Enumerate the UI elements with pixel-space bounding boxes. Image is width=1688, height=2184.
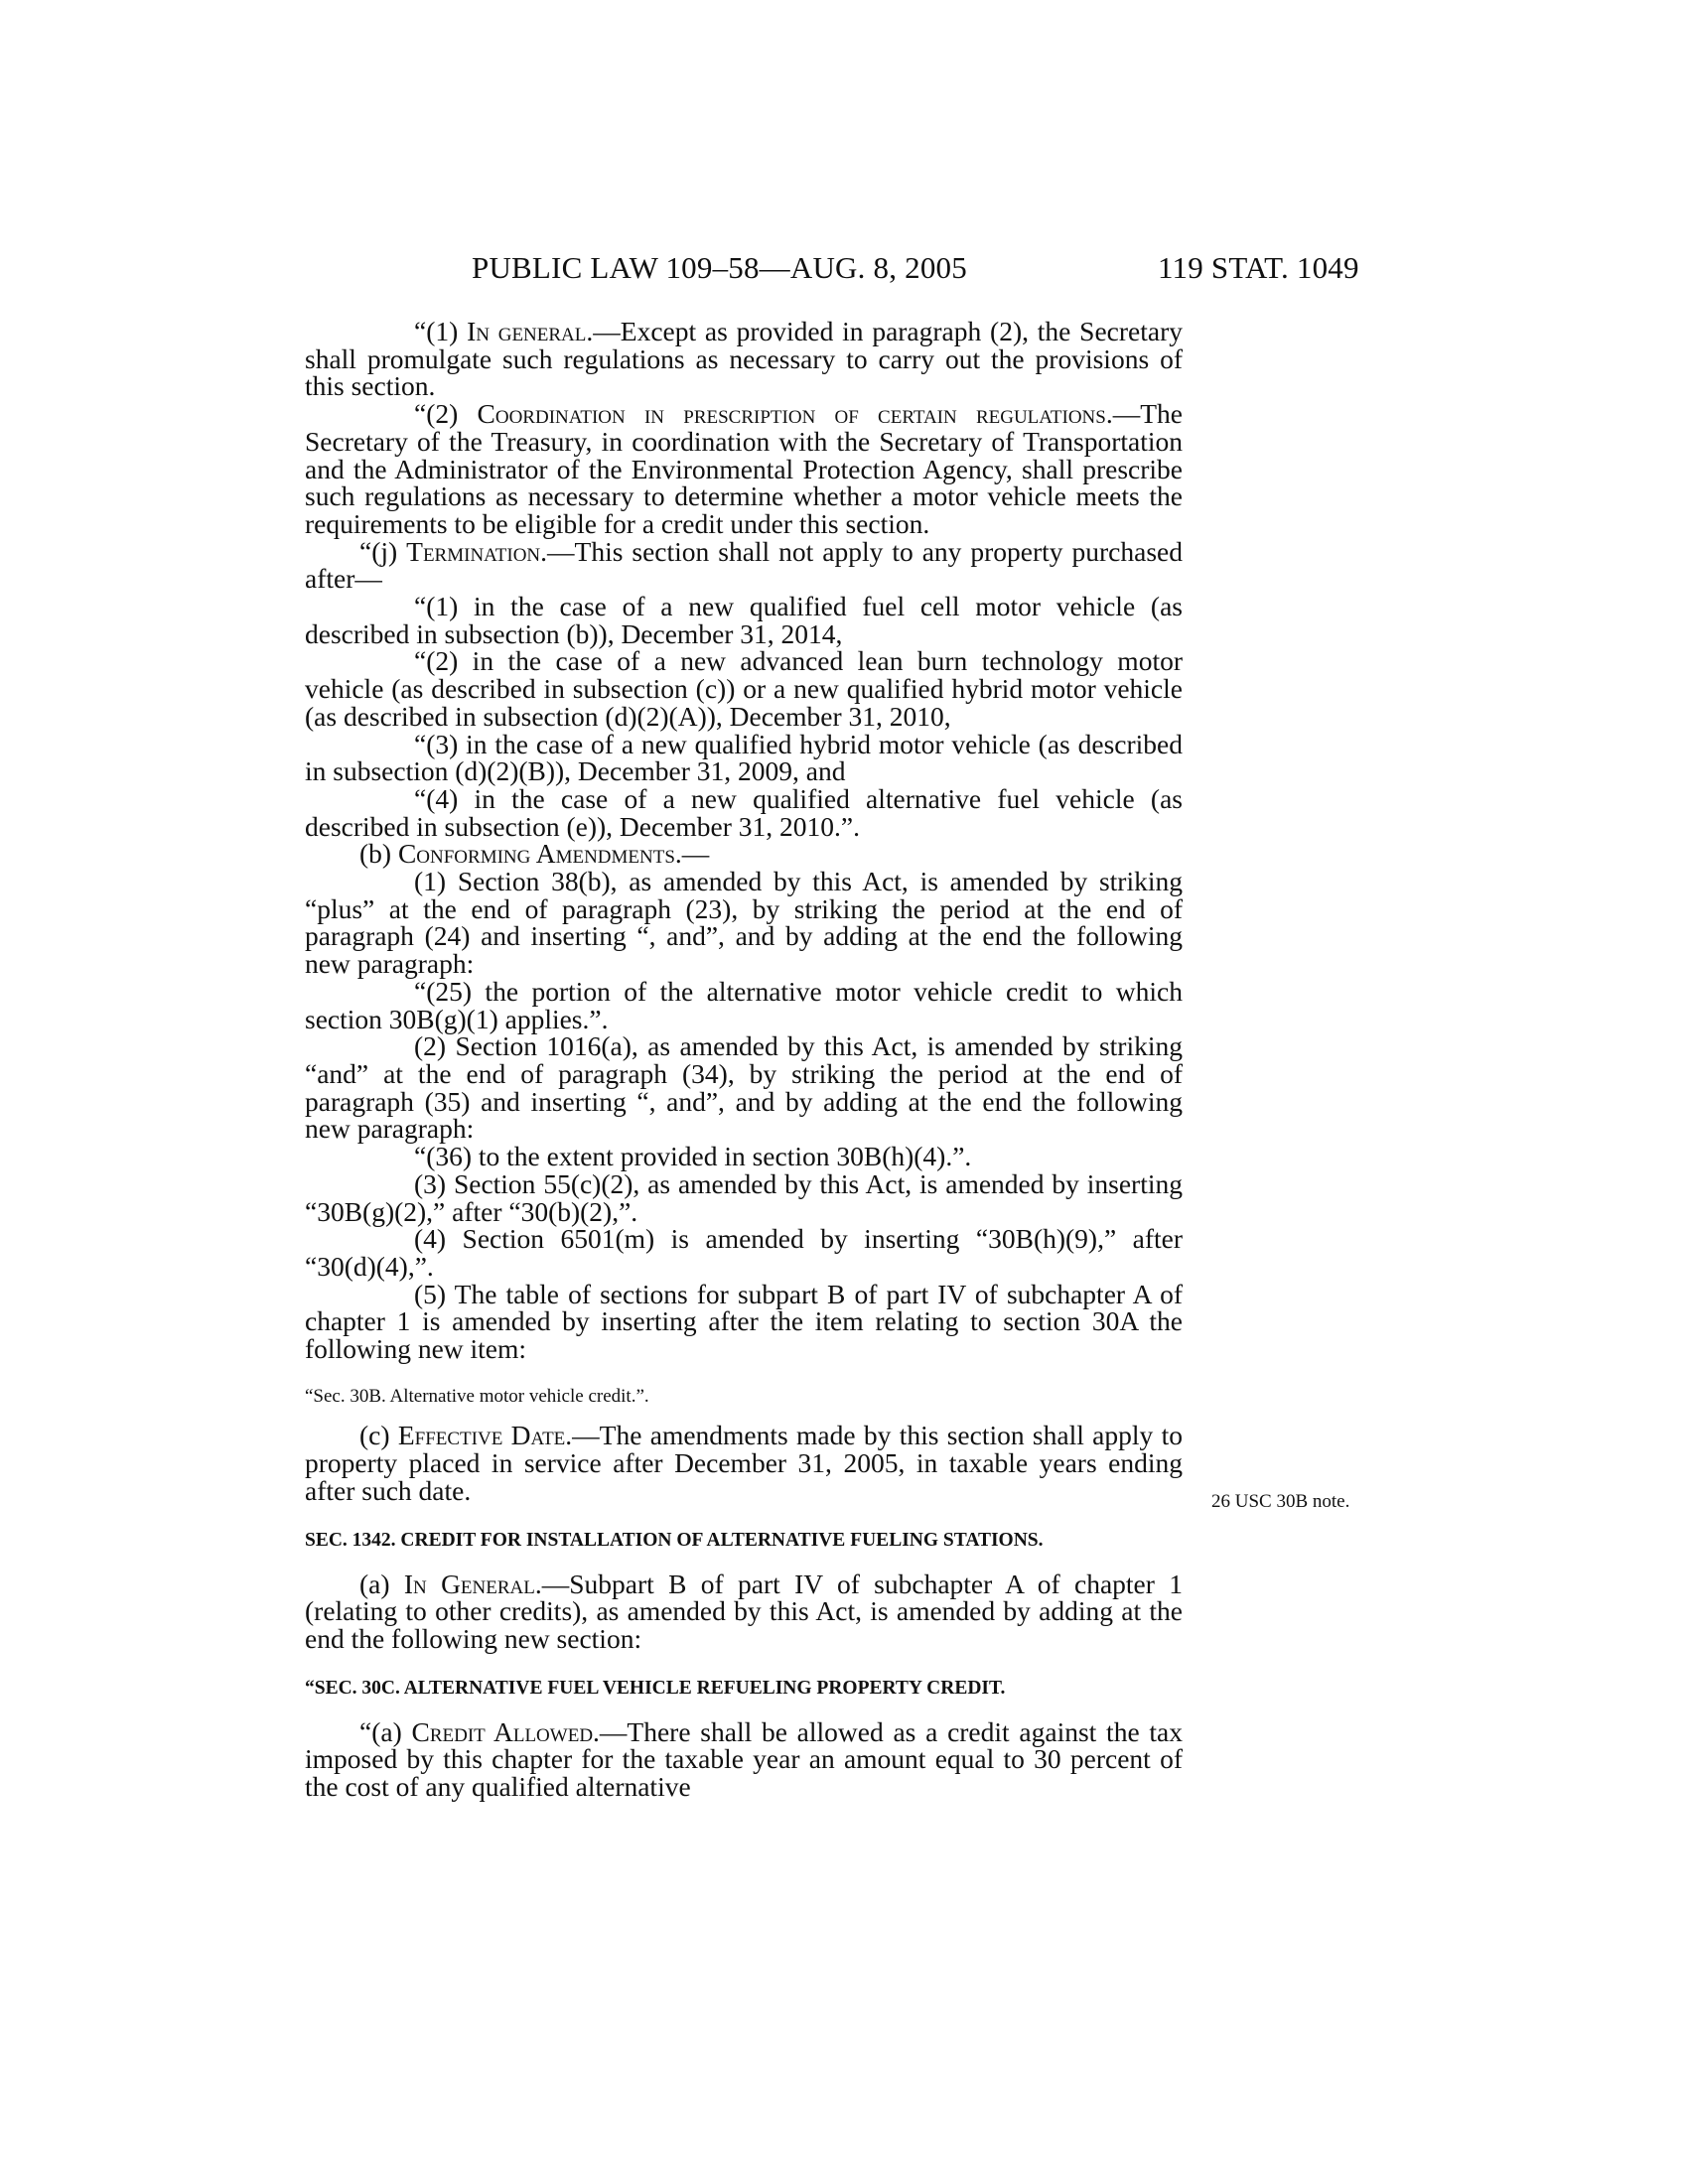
- statute-page-number: 119 STAT. 1049: [1158, 250, 1359, 285]
- paragraph-b2: (2) Section 1016(a), as amended by this Act, is amended by striking “and” at the end of paragraph (34), by striking the period at the end of paragraph (35) and inserting “, and”, and by adding at the end the following new paragraph:: [305, 1030, 1183, 1145]
- subsection-j: “(j) Termination.—This section shall not apply to any property purchased after—: [305, 535, 1183, 595]
- heading-in-general: In general: [467, 316, 587, 346]
- paragraph-j2: “(2) in the case of a new advanced lean burn technology motor vehicle (as described in subsection (c)) or a new qualified hybrid motor vehicle (as described in subsection (d)(2)(A)), December 31, 2010,: [305, 645, 1183, 732]
- paragraph-i2: “(2) Coordination in prescription of certain regulations.—The Secretary of the Treasury, in coordination with the Secretary of Transportation and the Administrator of the Environmental Protection Agency, shall prescribe such regulations as necessary to determine whether a motor vehicle meets the requirements to be eligible for a credit under this section.: [305, 398, 1183, 539]
- paragraph-b2-quote: “(36) to the extent provided in section 30B(h)(4).”.: [414, 1141, 972, 1172]
- paragraph-j1: “(1) in the case of a new qualified fuel cell motor vehicle (as described in subsection (b)), December 31, 2014,: [305, 591, 1183, 649]
- paragraph-j4: “(4) in the case of a new qualified alternative fuel vehicle (as described in subsection (e)), December 31, 2010.”.: [305, 782, 1183, 842]
- page-header: [0, 250, 1688, 290]
- margin-note-usc: 26 USC 30B note.: [1211, 1491, 1350, 1512]
- heading-coordination: Coordination in prescription of certain regulations: [477, 398, 1106, 430]
- table-of-sections-item: “Sec. 30B. Alternative motor vehicle credit.”.: [305, 1385, 649, 1407]
- section-heading-1342: SEC. 1342. CREDIT FOR INSTALLATION OF ALTERNATIVE FUELING STATIONS.: [305, 1529, 1044, 1551]
- heading-credit-allowed: Credit Allowed: [411, 1715, 594, 1747]
- section-heading-30c: “SEC. 30C. ALTERNATIVE FUEL VEHICLE REFUELING PROPERTY CREDIT.: [305, 1677, 1006, 1699]
- paragraph-b1-quote: “(25) the portion of the alternative motor vehicle credit to which section 30B(g)(1) applies.”.: [305, 975, 1183, 1034]
- subsection-credit-allowed: “(a) Credit Allowed.—There shall be allowed as a credit against the tax imposed by this chapter for the taxable year an amount equal to 30 percent of the cost of any qualified alternative: [305, 1715, 1183, 1803]
- subsection-c: (c) Effective Date.—The amendments made by this section shall apply to property placed in service after December 31, 2005, in taxable years ending after such date.: [305, 1420, 1183, 1506]
- paragraph-b1: (1) Section 38(b), as amended by this Act, is amended by striking “plus” at the end of paragraph (23), by striking the period at the end of paragraph (24) and inserting “, and”, and by adding at the end the following new paragraph:: [305, 866, 1183, 980]
- heading-termination: Termination: [406, 535, 541, 567]
- heading-in-general-a: In General: [403, 1568, 535, 1599]
- subsection-a: (a) In General.—Subpart B of part IV of subchapter A of chapter 1 (relating to other credits), as amended by this Act, is amended by adding at the end the following new section:: [305, 1568, 1183, 1654]
- paragraph-b5: (5) The table of sections for subpart B of part IV of subchapter A of chapter 1 is amended by inserting after the item relating to section 30A the following new item:: [305, 1278, 1183, 1365]
- heading-conforming-amendments: Conforming Amendments: [397, 838, 675, 870]
- heading-effective-date: Effective Date: [397, 1420, 566, 1451]
- paragraph-b3: (3) Section 55(c)(2), as amended by this Act, is amended by inserting “30B(g)(2),” after “30(b)(2),”.: [305, 1167, 1183, 1227]
- paragraph-b4: (4) Section 6501(m) is amended by inserting “30B(h)(9),” after “30(d)(4),”.: [305, 1223, 1183, 1282]
- paragraph-j3: “(3) in the case of a new qualified hybrid motor vehicle (as described in subsection (d)(2)(B)), December 31, 2009, and: [305, 728, 1183, 787]
- paragraph-i1: “(1) In general.—Except as provided in paragraph (2), the Secretary shall promulgate such regulations as necessary to carry out the provisions of this section.: [305, 316, 1183, 402]
- subsection-b: (b) Conforming Amendments.—: [359, 838, 710, 870]
- running-title: PUBLIC LAW 109–58—AUG. 8, 2005: [472, 250, 967, 285]
- statute-body: [305, 318, 1183, 1801]
